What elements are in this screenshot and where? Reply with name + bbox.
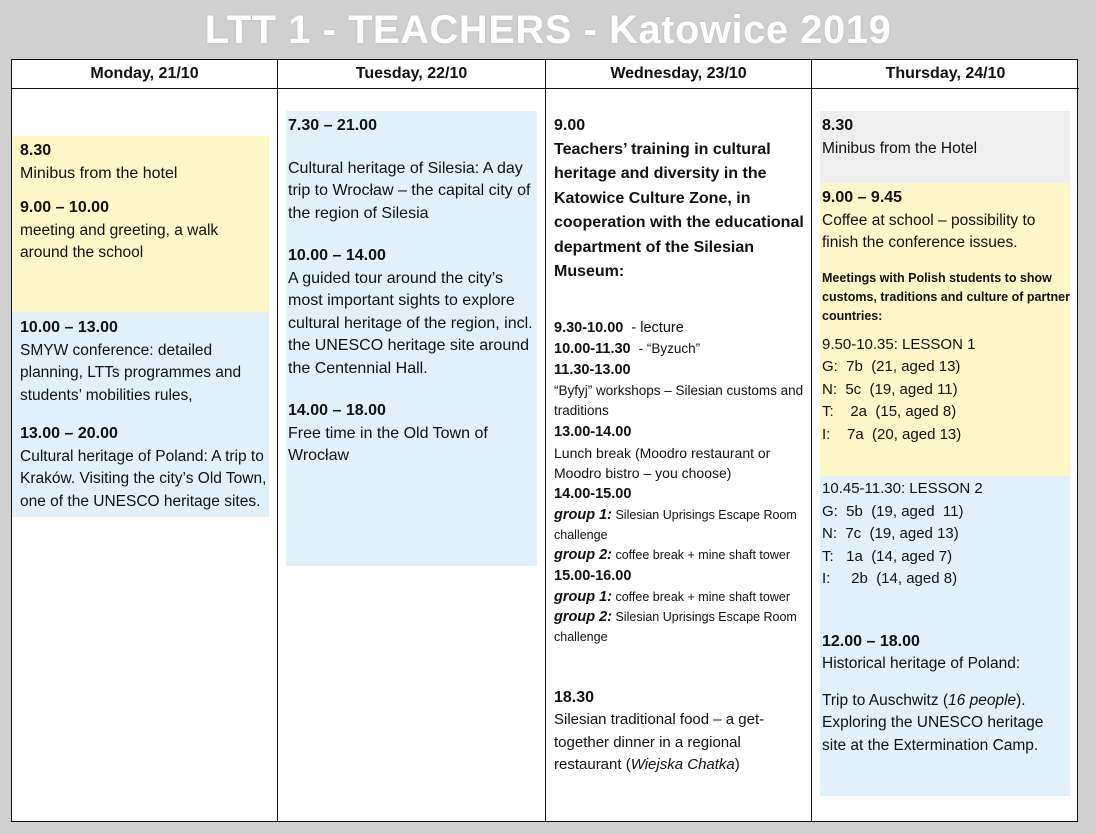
group-label: group 1: <box>554 506 612 523</box>
trip-text: Trip to Auschwitz ( <box>822 691 949 709</box>
wed-time-5: 14.00-15.00 <box>554 485 632 502</box>
wed-desc-4: Lunch break (Moodro restaurant or Moodro bistro – you choose) <box>554 444 771 481</box>
group-activity: coffee break + mine shaft tower <box>612 547 790 562</box>
thu-desc-5: Historical heritage of Poland: <box>822 655 1021 672</box>
tue-desc-3: Free time in the Old Town of Wrocław <box>288 424 488 464</box>
wed-byzuch-row <box>554 339 808 359</box>
lesson1-row: I: 7a (20, aged 13) <box>822 425 962 443</box>
wed-time-6: 15.00-16.00 <box>554 567 632 584</box>
trip-people: 16 people <box>948 691 1017 709</box>
thursday-header: Thursday, 24/10 <box>812 60 1079 89</box>
trip-text-end: ). Exploring the UNESCO heritage site at the Extermination Camp. <box>822 691 1044 754</box>
thursday-lesson2-block <box>820 476 1070 796</box>
lesson1-row: T: 2a (15, aged 8) <box>822 403 957 420</box>
tue-desc-2: A guided tour around the city’s most important sights to explore cultural heritage of the region, incl. the UNESCO heritage site around the Centennial Hall. <box>288 269 533 377</box>
tue-desc-1: Cultural heritage of Silesia: A day trip to Wrocław – the capital city of the region of Silesia <box>288 159 531 222</box>
wed-lecture-row <box>554 317 808 339</box>
group-label: group 2: <box>554 608 612 625</box>
mon-desc-3: SMYW conference: detailed planning, LTTs programmes and students’ mobilities rules, <box>20 341 242 404</box>
lesson2-row: G: 5b (19, aged 11) <box>822 502 964 520</box>
restaurant-name: Wiejska Chatka <box>630 756 735 773</box>
monday-column <box>12 60 278 821</box>
wed-group2-a <box>554 545 808 565</box>
wed-desc-3: “Byfyj” workshops – Silesian customs and traditions <box>554 382 804 418</box>
thursday-bus-block <box>820 111 1070 183</box>
wed-lecture-time: 9.30-10.00 <box>554 319 624 336</box>
group-label: group 1: <box>554 588 612 605</box>
wed-byzuch-label: - “Byzuch” <box>638 340 701 356</box>
group-label: group 2: <box>554 546 612 563</box>
thu-desc-2: Coffee at school – possibility to finish the conference issues. <box>822 211 1036 251</box>
mon-time-1: 8.30 <box>20 142 52 159</box>
lesson2-row: I: 2b (14, aged 8) <box>822 570 958 587</box>
dinner-text-end: ) <box>734 756 740 773</box>
thursday-column <box>812 60 1079 821</box>
group-activity: coffee break + mine shaft tower <box>612 589 790 604</box>
tue-time-3: 14.00 – 18.00 <box>288 402 386 419</box>
mon-time-4: 13.00 – 20.00 <box>20 425 118 442</box>
wed-byzuch-time: 10.00-11.30 <box>554 340 631 357</box>
monday-header: Monday, 21/10 <box>12 60 277 89</box>
thu-lesson2-title: 10.45-11.30: LESSON 2 <box>822 480 983 497</box>
tue-time-2: 10.00 – 14.00 <box>288 247 386 264</box>
lesson2-row: N: 7c (19, aged 13) <box>822 525 959 542</box>
thu-lesson1-title: 9.50-10.35: LESSON 1 <box>822 335 976 353</box>
tue-time-1: 7.30 – 21.00 <box>288 117 377 134</box>
tuesday-block <box>286 111 537 566</box>
mon-desc-2: meeting and greeting, a walk around the school <box>20 221 219 261</box>
wednesday-header: Wednesday, 23/10 <box>546 60 811 89</box>
group-activity: Silesian Uprisings Escape Room challenge <box>554 609 797 644</box>
page-title: LTT 1 - TEACHERS - Katowice 2019 <box>204 8 892 52</box>
wednesday-column <box>546 60 812 821</box>
monday-afternoon-block <box>12 312 269 517</box>
mon-desc-4: Cultural heritage of Poland: A trip to Kraków. Visiting the city’s Old Town, one of the UNESCO heritage sites. <box>20 447 267 510</box>
thu-desc-6 <box>822 690 1070 758</box>
thu-time-2: 9.00 – 9.45 <box>822 189 903 206</box>
mon-time-2: 9.00 – 10.00 <box>20 199 109 216</box>
wed-group1-a <box>554 505 808 545</box>
wed-desc-1: Teachers’ training in cultural heritage and diversity in the Katowice Culture Zone, in cooperation with the educational department of the Silesian Museum: <box>554 140 804 280</box>
mon-desc-1: Minibus from the hotel <box>20 164 178 182</box>
wed-group1-b <box>554 587 808 607</box>
wednesday-block <box>546 115 808 777</box>
wed-time-7: 18.30 <box>554 688 595 706</box>
thu-time-5: 12.00 – 18.00 <box>822 632 920 650</box>
wed-group2-b <box>554 607 808 647</box>
thu-desc-1: Minibus from the Hotel <box>822 139 978 157</box>
thursday-lesson1-block <box>820 183 1070 476</box>
wed-time-3: 11.30-13.00 <box>554 361 631 378</box>
lesson1-row: G: 7b (21, aged 13) <box>822 358 961 375</box>
wed-lecture-label: - lecture <box>631 319 684 336</box>
wed-time-1: 9.00 <box>554 117 586 134</box>
wed-desc-7 <box>554 709 808 777</box>
schedule-table <box>11 59 1078 822</box>
lesson1-row: N: 5c (19, aged 11) <box>822 380 958 398</box>
dinner-text: Silesian traditional food – a get-together dinner in a regional restaurant ( <box>554 711 765 773</box>
mon-time-3: 10.00 – 13.00 <box>20 319 118 336</box>
wed-time-4: 13.00-14.00 <box>554 423 632 440</box>
monday-morning-block <box>12 136 269 312</box>
lesson2-row: T: 1a (14, aged 7) <box>822 547 953 565</box>
tuesday-column <box>278 60 546 821</box>
thu-time-1: 8.30 <box>822 117 854 134</box>
group-activity: Silesian Uprisings Escape Room challenge <box>554 507 797 542</box>
thu-meetings: Meetings with Polish students to show customs, traditions and culture of partner countries: <box>822 270 1070 323</box>
tuesday-header: Tuesday, 22/10 <box>278 60 545 89</box>
